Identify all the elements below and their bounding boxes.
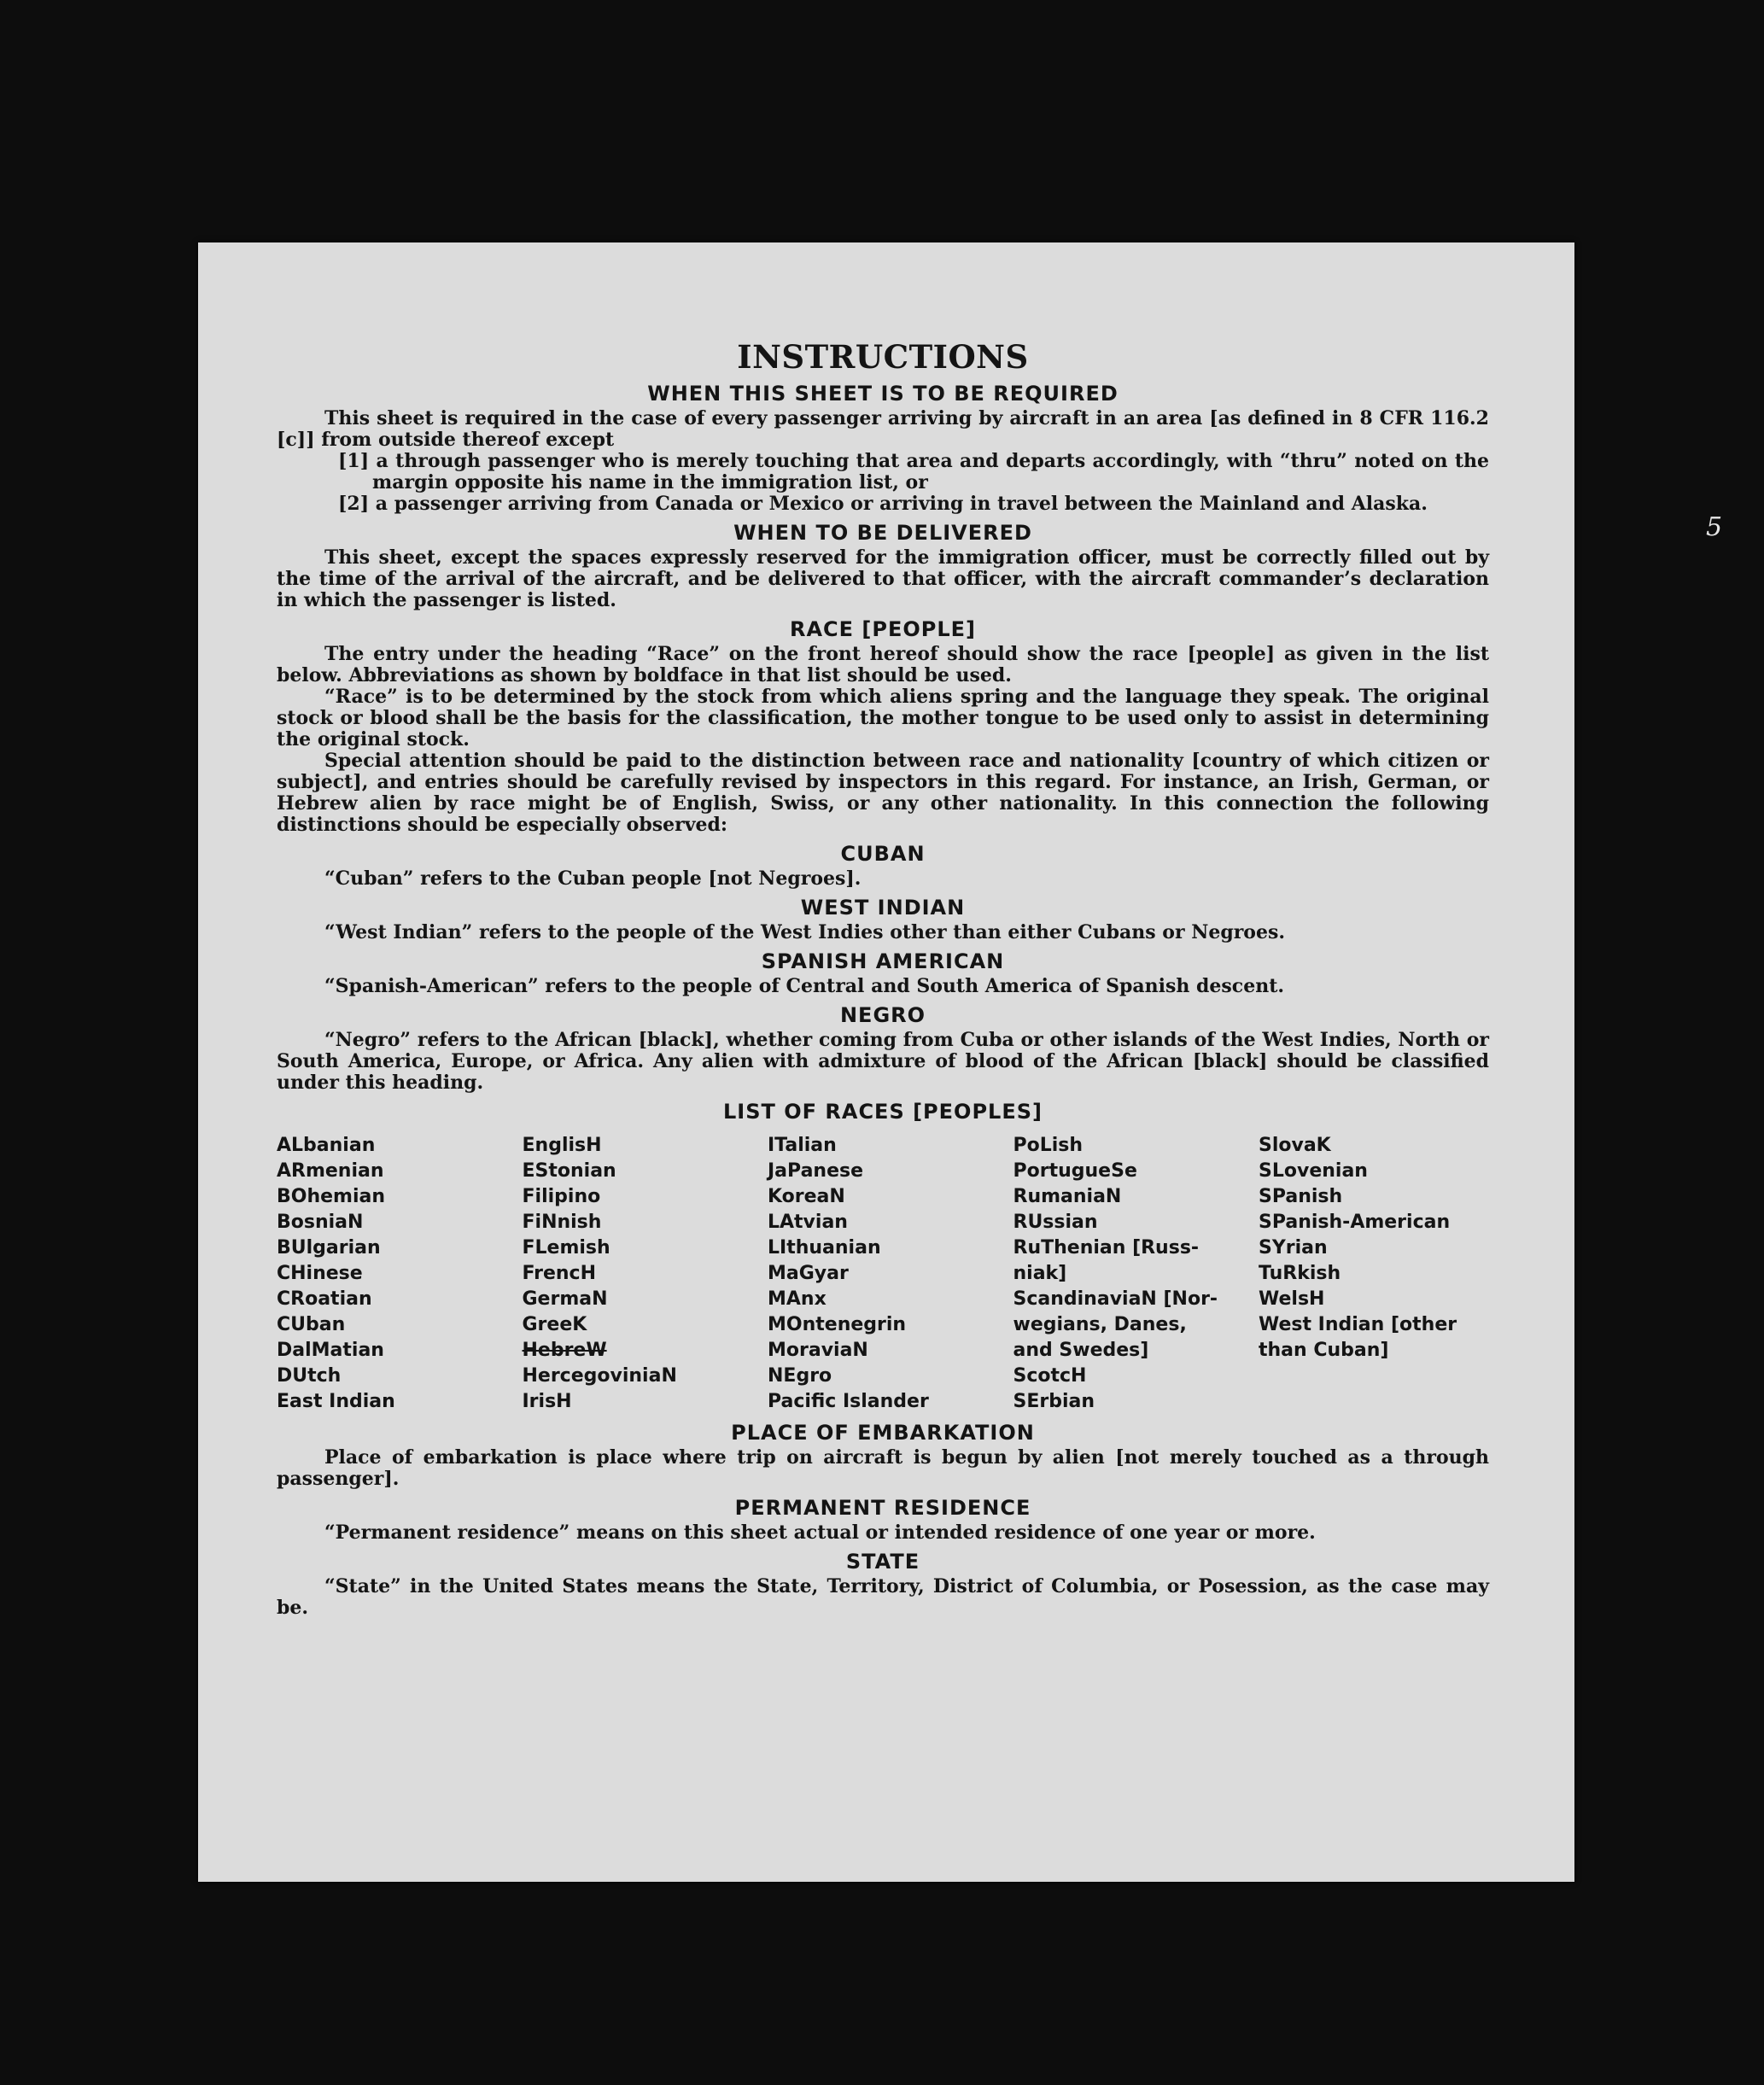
race-item: RUssian [1013,1212,1098,1233]
residence-text: “Permanent residence” means on this sheet actual or intended residence of one year or more. [324,1521,1316,1544]
heading-spanish-american: SPANISH AMERICAN [761,949,1005,973]
race-item: ITalian [768,1135,837,1156]
instructions-content [277,338,1489,1619]
race-column-1 [277,1133,507,1415]
heading-when-delivered: WHEN TO BE DELIVERED [733,521,1032,545]
race-paragraph-1: The entry under the heading “Race” on the front hereof should show the race [people] as given in the list below. Abbreviations as shown by boldface in that list should be used. [277,643,1489,686]
heading-west-indian: WEST INDIAN [800,896,966,920]
race-item: Filipino [522,1186,601,1207]
race-item: KoreaN [768,1186,845,1207]
race-item: PoLish [1013,1135,1084,1156]
race-item: TuRkish [1259,1263,1341,1284]
race-item: MoraviaN [768,1340,868,1361]
race-item: GermaN [522,1288,608,1310]
heading-state: STATE [845,1550,920,1574]
race-list [277,1133,1489,1415]
race-item: NEgro [768,1365,832,1387]
race-item: BUlgarian [277,1237,381,1259]
race-item: DUtch [277,1365,342,1387]
race-item: FLemish [522,1237,610,1259]
race-item: ScandinaviaN [Nor- wegians, Danes, and Swedes] [1013,1288,1218,1361]
race-item: MOntenegrin [768,1314,907,1335]
race-item: ALbanian [277,1135,376,1156]
race-item: JaPanese [768,1160,864,1182]
race-item: WelsH [1259,1288,1325,1310]
race-item: HercegoviniaN [522,1365,677,1387]
race-column-2 [523,1133,753,1415]
race-item: SLovenian [1259,1160,1368,1182]
race-item: EnglisH [522,1135,602,1156]
heading-negro: NEGRO [839,1003,926,1027]
negro-text: “Negro” refers to the African [black], whether coming from Cuba or other islands of the West Indies, North or South America, Europe, or Africa. Any alien with admixture of blood of the African [black] should be classified under this heading. [277,1029,1489,1094]
heading-permanent-residence: PERMANENT RESIDENCE [734,1496,1031,1520]
when-required-item-2: [2] a passenger arriving from Canada or Mexico or arriving in travel between the Mainland and Alaska. [338,493,1428,515]
when-delivered-text: This sheet, except the spaces expressly reserved for the immigration officer, must be correctly filled out by the time of the arrival of the aircraft, and be delivered to that officer, with the aircraft commander’s declaration in which the passenger is listed. [277,546,1489,611]
race-item: East Indian [277,1391,395,1412]
race-item: MAnx [768,1288,827,1310]
race-item: SYrian [1259,1237,1328,1259]
race-item: SlovaK [1259,1135,1331,1156]
race-item-struck: HebreW [522,1340,607,1361]
race-item: ScotcH [1013,1365,1087,1387]
race-item: MaGyar [768,1263,849,1284]
race-item: DalMatian [277,1340,384,1361]
west-indian-text: “West Indian” refers to the people of the West Indies other than either Cubans or Negroes. [324,921,1286,943]
race-item: GreeK [522,1314,587,1335]
race-column-5 [1259,1133,1489,1415]
race-item: LAtvian [768,1212,848,1233]
heading-when-required: WHEN THIS SHEET IS TO BE REQUIRED [647,382,1119,406]
race-paragraph-2: “Race” is to be determined by the stock from which aliens spring and the language they speak. The original stock or blood shall be the basis for the classification, the mother tongue to be used only to assist in determining the original stock. [277,686,1489,750]
race-item: IrisH [522,1391,572,1412]
embarkation-text: Place of embarkation is place where trip on aircraft is begun by alien [not merely touched as a through passenger]. [277,1446,1489,1490]
heading-race: RACE [PEOPLE] [789,617,977,641]
race-item: SErbian [1013,1391,1095,1412]
race-item: EStonian [522,1160,616,1182]
race-item: FrencH [522,1263,597,1284]
race-item: ARmenian [277,1160,384,1182]
race-item: CRoatian [277,1288,372,1310]
when-required-intro: This sheet is required in the case of every passenger arriving by aircraft in an area [as defined in 8 CFR 116.2 [c]] from outside thereof except [277,407,1489,451]
race-item: CUban [277,1314,346,1335]
race-item: RuThenian [Russ- niak] [1013,1237,1200,1284]
heading-cuban: CUBAN [840,842,926,866]
race-item: SPanish-American [1259,1212,1451,1233]
race-item: Pacific Islander [768,1391,929,1412]
race-item: FiNnish [522,1212,602,1233]
when-required-item-1: [1] a through passenger who is merely touching that area and departs accordingly, with “thru” noted on the margin opposite his name in the immigration list, or [338,450,1489,494]
race-item: CHinese [277,1263,363,1284]
race-item: West Indian [other than Cuban] [1259,1314,1457,1361]
spanish-american-text: “Spanish-American” refers to the people of Central and South America of Spanish descent. [324,975,1285,997]
heading-place-of-embarkation: PLACE OF EMBARKATION [731,1421,1035,1445]
race-paragraph-3: Special attention should be paid to the distinction between race and nationality [country of which citizen or subject], and entries should be carefully revised by inspectors in this regard. For instance, an Irish, German, or Hebrew alien by race might be of English, Swiss, or any other nationality. In this connection the following distinctions should be especially observed: [277,750,1489,836]
race-item: BosniaN [277,1212,364,1233]
race-item: BOhemian [277,1186,386,1207]
document-title: INSTRUCTIONS [737,338,1029,376]
race-item: SPanish [1259,1186,1343,1207]
race-item: RumaniaN [1013,1186,1122,1207]
handwritten-page-number: 5 [1706,512,1723,542]
state-text: “State” in the United States means the State, Territory, District of Columbia, or Posession, as the case may be. [277,1575,1489,1619]
cuban-text: “Cuban” refers to the Cuban people [not Negroes]. [324,867,862,890]
document-page [198,242,1574,1882]
race-item: PortugueSe [1013,1160,1137,1182]
race-item: LIthuanian [768,1237,881,1259]
heading-list-of-races: LIST OF RACES [PEOPLES] [723,1100,1043,1124]
race-column-3 [768,1133,998,1415]
race-column-4 [1013,1133,1244,1415]
